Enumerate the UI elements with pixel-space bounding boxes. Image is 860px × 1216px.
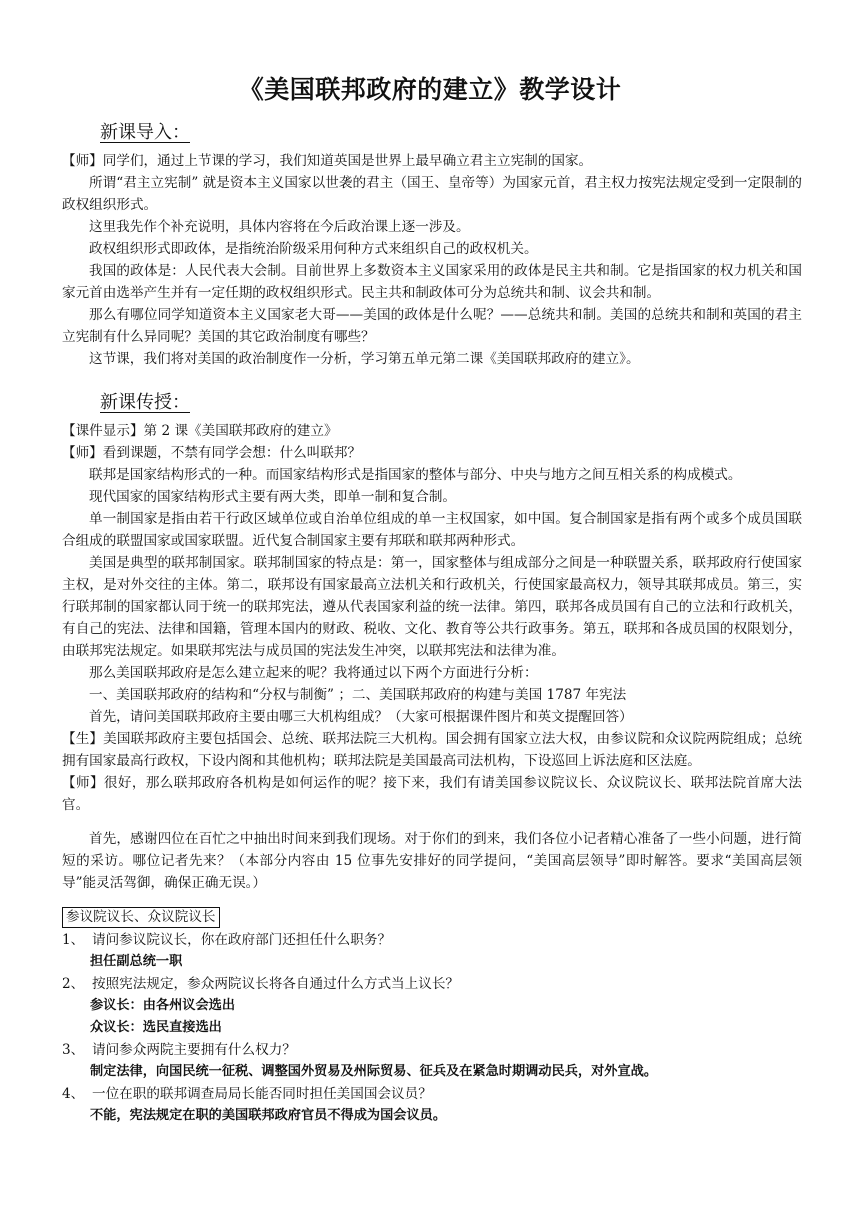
question-item xyxy=(62,929,802,951)
answer-text: 不能，宪法规定在职的美国联邦政府官员不得成为国会议员。 xyxy=(90,1108,447,1123)
paragraph: 政权组织形式即政体，是指统治阶级采用何种方式来组织自己的政权机关。 xyxy=(89,241,538,257)
intro-section xyxy=(62,150,802,370)
question-text: 一位在职的联邦调查局局长能否同时担任美国国会议员？ xyxy=(92,1086,432,1102)
paragraph: 【师】看到课题，不禁有同学会想：什么叫联邦？ xyxy=(62,445,362,461)
question-text: 请问参众两院主要拥有什么权力？ xyxy=(92,1042,296,1058)
paragraph: 首先，感谢四位在百忙之中抽出时间来到我们现场。对于你们的到来，我们各位小记者精心准备了一些小问题，进行简短的采访。哪位记者先来？（本部分内容由 15 位事先安排好的同学提问，“美国高层领导”即时解答。要求“美国高层领导”能灵活驾御，确保正确无误。） xyxy=(62,831,802,891)
paragraph: 我国的政体是：人民代表大会制。目前世界上多数资本主义国家采用的政体是民主共和制。它是指国家的权力机关和国家元首由选举产生并有一定任期的政权组织形式。民主共和制政体可分为总统共和制、议会共和制。 xyxy=(62,263,802,301)
question-number: 2、 xyxy=(62,976,85,992)
paragraph: 现代国家的国家结构形式主要有两大类，即单一制和复合制。 xyxy=(89,489,457,505)
question-item xyxy=(62,1039,802,1061)
paragraph: 所谓“君主立宪制” 就是资本主义国家以世袭的君主（国王、皇帝等）为国家元首，君主权力按宪法规定受到一定限制的政权组织形式。 xyxy=(62,175,802,213)
question-item xyxy=(62,1083,802,1105)
section-heading-lesson: 新课传授： xyxy=(100,392,190,413)
paragraph: 那么有哪位同学知道资本主义国家老大哥——美国的政体是什么呢？——总统共和制。美国的总统共和制和英国的君主立宪制有什么异同呢？美国的其它政治制度有哪些？ xyxy=(62,307,802,345)
paragraph: 那么美国联邦政府是怎么建立起来的呢？我将通过以下两个方面进行分析： xyxy=(89,665,538,681)
paragraph: 【师】很好，那么联邦政府各机构是如何运作的呢？接下来，我们有请美国参议院议长、众议院议长、联邦法院首席大法官。 xyxy=(62,775,802,813)
paragraph: 这里我先作个补充说明，具体内容将在今后政治课上逐一涉及。 xyxy=(89,219,470,235)
document-title: 《美国联邦政府的建立》教学设计 xyxy=(238,75,622,104)
question-text: 请问参议院议长，你在政府部门还担任什么职务？ xyxy=(92,932,392,948)
paragraph: 【师】同学们，通过上节课的学习，我们知道英国是世界上最早确立君主立宪制的国家。 xyxy=(62,153,593,169)
paragraph: 这节课，我们将对美国的政治制度作一分析，学习第五单元第二课《美国联邦政府的建立》。 xyxy=(89,351,640,367)
question-number: 3、 xyxy=(62,1042,85,1058)
qa-section xyxy=(62,906,802,1127)
paragraph: 首先，请问美国联邦政府主要由哪三大机构组成？（大家可根据课件图片和英文提醒回答） xyxy=(89,709,633,725)
answer-text: 制定法律，向国民统一征税、调整国外贸易及州际贸易、征兵及在紧急时期调动民兵，对外宣战。 xyxy=(90,1064,658,1079)
question-number: 1、 xyxy=(62,932,85,948)
answer-text: 参议长：由各州议会选出 xyxy=(90,998,236,1013)
paragraph: 【生】美国联邦政府主要包括国会、总统、联邦法院三大机构。国会拥有国家立法大权，由参议院和众议院两院组成；总统拥有国家最高行政权，下设内阁和其他机构；联邦法院是美国最高司法机构，下设巡回上诉法庭和区法庭。 xyxy=(62,731,802,769)
paragraph: 【课件显示】第 2 课《美国联邦政府的建立》 xyxy=(62,423,338,439)
paragraph: 美国是典型的联邦制国家。联邦制国家的特点是：第一，国家整体与组成部分之间是一种联盟关系，联邦政府行使国家主权，是对外交往的主体。第二，联邦设有国家最高立法机关和行政机关，行使国家最高权力，领导其联邦成员。第三，实行联邦制的国家都认同于统一的联邦宪法，遵从代表国家利益的统一法律。第四，联邦各成员国有自己的立法和行政机关，有自己的宪法、法律和国籍，管理本国内的财政、税收、文化、教育等公共行政事务。第五，联邦和各成员国的权限划分，由联邦宪法规定。如果联邦宪法与成员国的宪法发生冲突，以联邦宪法和法律为准。 xyxy=(62,555,802,659)
lesson-section xyxy=(62,420,802,1127)
paragraph: 联邦是国家结构形式的一种。而国家结构形式是指国家的整体与部分、中央与地方之间互相关系的构成模式。 xyxy=(89,467,742,483)
answer-text: 担任副总统一职 xyxy=(90,954,183,969)
paragraph: 一、美国联邦政府的结构和“分权与制衡” ；二、美国联邦政府的构建与美国 1787 年宪法 xyxy=(89,687,627,703)
section-heading-intro: 新课导入： xyxy=(100,122,190,143)
answer-text: 众议长：选民直接选出 xyxy=(90,1020,222,1035)
qa-box-label: 参议院议长、众议院议长 xyxy=(62,907,220,928)
question-text: 按照宪法规定，参众两院议长将各自通过什么方式当上议长？ xyxy=(92,976,460,992)
paragraph: 单一制国家是指由若干行政区域单位或自治单位组成的单一主权国家，如中国。复合制国家是指有两个或多个成员国联合组成的联盟国家或国家联盟。近代复合制国家主要有邦联和联邦两种形式。 xyxy=(62,511,802,549)
question-item xyxy=(62,973,802,995)
question-number: 4、 xyxy=(62,1086,85,1102)
